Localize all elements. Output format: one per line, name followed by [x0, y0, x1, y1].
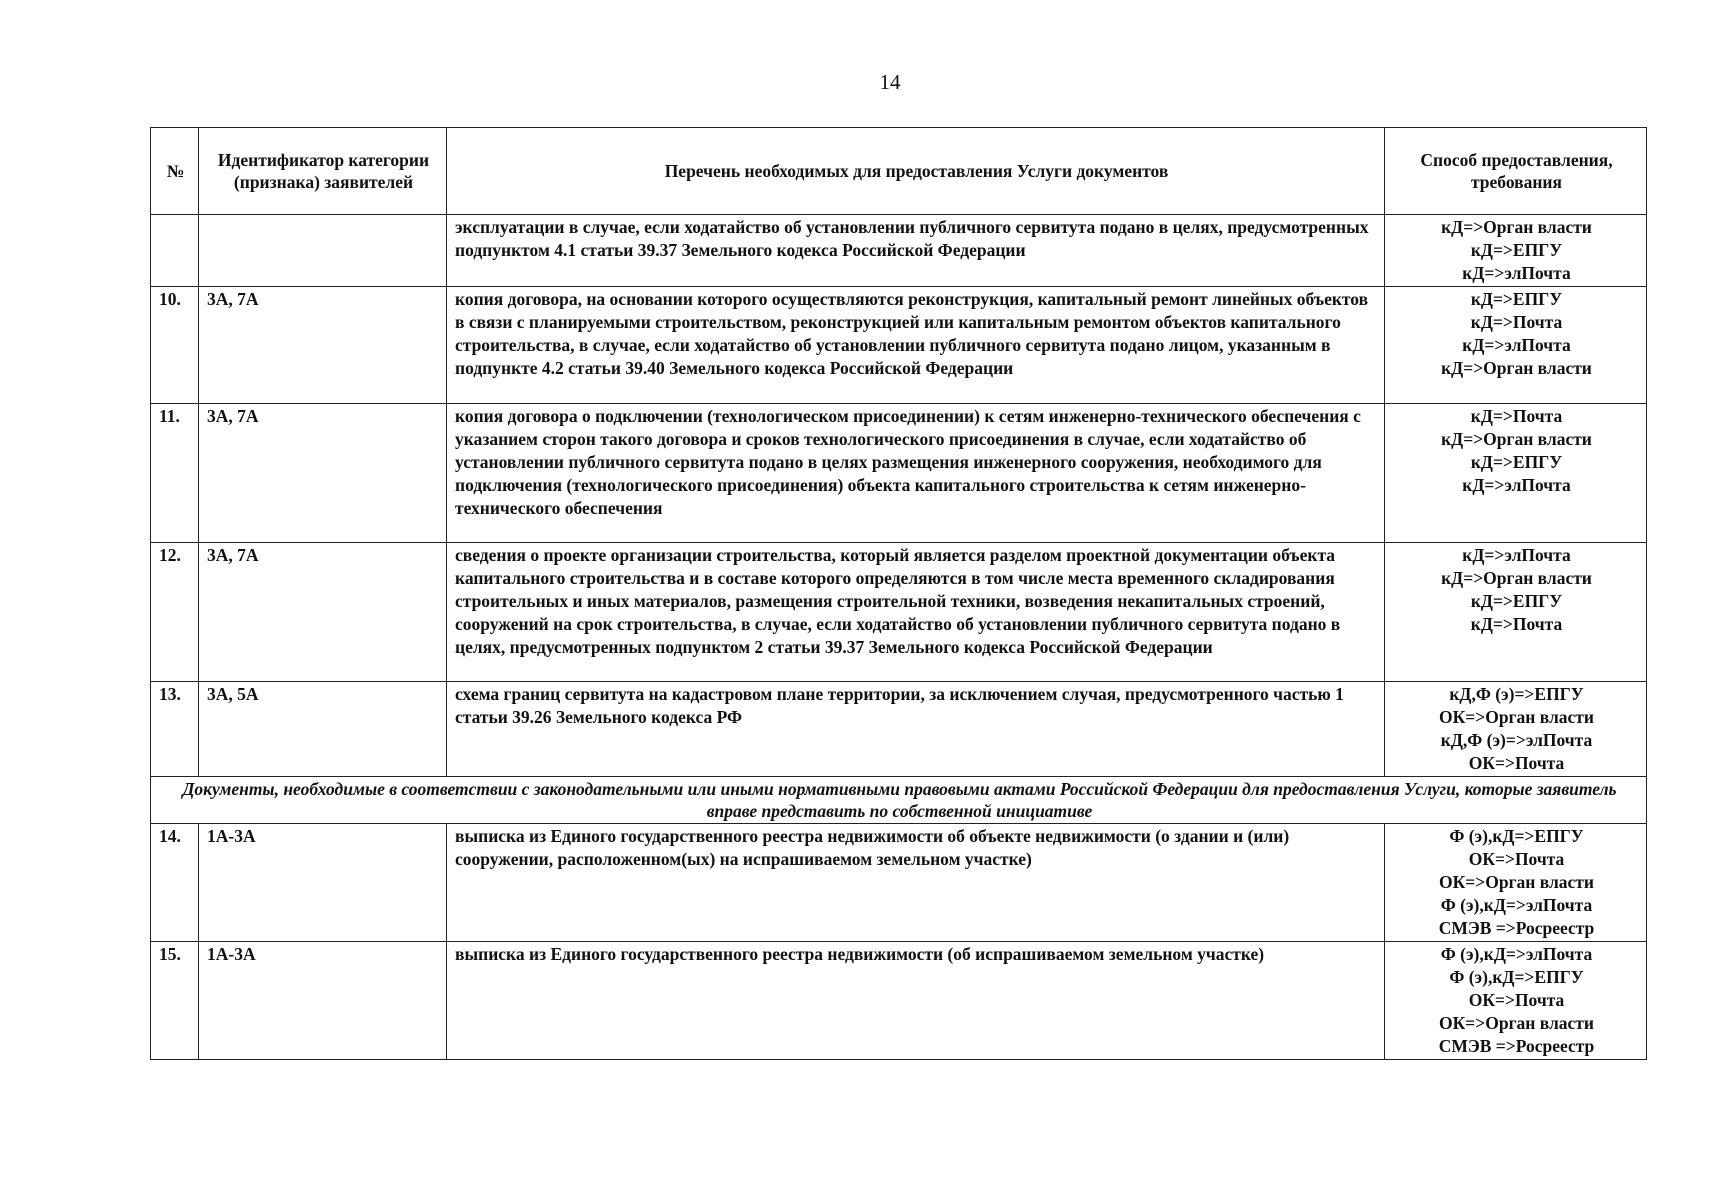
method-line: Ф (э),кД=>элПочта	[1440, 944, 1593, 964]
method-line: кД=>элПочта	[1462, 335, 1571, 355]
row-methods	[1385, 215, 1647, 287]
table-row	[151, 682, 1647, 777]
page-number: 14	[879, 70, 901, 94]
method-line: Ф (э),кД=>элПочта	[1440, 895, 1593, 915]
table-row	[151, 824, 1647, 942]
row-methods	[1385, 942, 1647, 1060]
row-methods	[1385, 287, 1647, 404]
row-document: выписка из Единого государственного реестра недвижимости об объекте недвижимости (о здании и (или) сооружении, расположенном(ых) на испрашиваемом земельном участке)	[447, 824, 1385, 942]
method-line: кД=>Орган власти	[1441, 568, 1592, 588]
method-line: ОК=>Почта	[1468, 990, 1565, 1010]
method-line: кД=>элПочта	[1462, 475, 1571, 495]
section-heading: Документы, необходимые в соответствии с законодательными или иными нормативными правовыми актами Российской Федерации для предоставления Услуги, которые заявитель вправе представить по собственной инициативе	[151, 777, 1647, 824]
row-document: копия договора, на основании которого осуществляются реконструкция, капитальный ремонт линейных объектов в связи с планируемыми строительством, реконструкцией или капитальным ремонтом объектов капитального строительства, в случае, если ходатайство об установлении публичного сервитута подано лицом, указанным в подпункте 4.2 статьи 39.40 Земельного кодекса Российской Федерации	[447, 287, 1385, 404]
method-line: СМЭВ =>Росреестр	[1438, 1036, 1595, 1056]
documents-table	[150, 127, 1647, 1060]
method-line: кД=>ЕПГУ	[1470, 289, 1563, 309]
table-row	[151, 287, 1647, 404]
header-identifier: Идентификатор категории (признака) заявителей	[199, 128, 447, 215]
method-line: кД=>элПочта	[1462, 263, 1571, 283]
row-identifier: 3А, 5А	[199, 682, 447, 777]
method-line: ОК=>Почта	[1468, 849, 1565, 869]
row-identifier	[199, 215, 447, 287]
row-identifier: 1А-3А	[199, 824, 447, 942]
method-line: кД=>Почта	[1470, 614, 1563, 634]
row-num: 11.	[151, 404, 199, 543]
method-line: кД=>Почта	[1470, 312, 1563, 332]
section-heading-row	[151, 777, 1647, 824]
method-line: кД=>ЕПГУ	[1470, 452, 1563, 472]
row-document: выписка из Единого государственного реестра недвижимости (об испрашиваемом земельном участке)	[447, 942, 1385, 1060]
row-document: эксплуатации в случае, если ходатайство об установлении публичного сервитута подано в целях, предусмотренных подпунктом 4.1 статьи 39.37 Земельного кодекса Российской Федерации	[447, 215, 1385, 287]
row-identifier: 3А, 7А	[199, 543, 447, 682]
method-line: кД,Ф (э)=>элПочта	[1440, 730, 1593, 750]
method-line: ОК=>Орган власти	[1439, 1013, 1594, 1033]
method-line: кД=>Почта	[1470, 406, 1563, 426]
row-methods	[1385, 543, 1647, 682]
method-line: кД=>ЕПГУ	[1470, 240, 1563, 260]
method-line: кД=>ЕПГУ	[1470, 591, 1563, 611]
row-methods	[1385, 404, 1647, 543]
row-num	[151, 215, 199, 287]
row-identifier: 3А, 7А	[199, 287, 447, 404]
table-row	[151, 942, 1647, 1060]
row-document: копия договора о подключении (технологическом присоединении) к сетям инженерно-технического обеспечения с указанием сторон такого договора и сроков технологического присоединения в случае, если ходатайство об установлении публичного сервитута подано в целях размещения инженерного сооружения, необходимого для подключения (технологического присоединения) объекта капитального строительства к сетям инженерно-технического обеспечения	[447, 404, 1385, 543]
header-num: №	[151, 128, 199, 215]
method-line: ОК=>Почта	[1468, 753, 1565, 773]
row-num: 15.	[151, 942, 199, 1060]
row-methods	[1385, 824, 1647, 942]
header-documents: Перечень необходимых для предоставления Услуги документов	[447, 128, 1385, 215]
method-line: кД=>Орган власти	[1441, 358, 1592, 378]
method-line: СМЭВ =>Росреестр	[1438, 918, 1595, 938]
method-line: кД=>элПочта	[1462, 545, 1571, 565]
row-identifier: 1А-3А	[199, 942, 447, 1060]
method-line: ОК=>Орган власти	[1439, 707, 1594, 727]
table-row	[151, 404, 1647, 543]
row-num: 12.	[151, 543, 199, 682]
row-num: 10.	[151, 287, 199, 404]
row-methods	[1385, 682, 1647, 777]
row-num: 13.	[151, 682, 199, 777]
method-line: кД=>Орган власти	[1441, 429, 1592, 449]
method-line: ОК=>Орган власти	[1439, 872, 1594, 892]
header-method: Способ предоставления, требования	[1385, 128, 1647, 215]
method-line: кД,Ф (э)=>ЕПГУ	[1449, 684, 1584, 704]
row-document: схема границ сервитута на кадастровом плане территории, за исключением случая, предусмотренного частью 1 статьи 39.26 Земельного кодекса РФ	[447, 682, 1385, 777]
row-document: сведения о проекте организации строительства, который является разделом проектной документации объекта капитального строительства и в составе которого определяются в том числе места временного складирования строительных и иных материалов, размещения строительной техники, возведения некапитальных строений, сооружений на срок строительства, в случае, если ходатайство об установлении публичного сервитута подано в целях, предусмотренных подпунктом 2 статьи 39.37 Земельного кодекса Российской Федерации	[447, 543, 1385, 682]
method-line: Ф (э),кД=>ЕПГУ	[1449, 967, 1584, 987]
row-num: 14.	[151, 824, 199, 942]
row-identifier: 3А, 7А	[199, 404, 447, 543]
table-header-row	[151, 128, 1647, 215]
table-row	[151, 543, 1647, 682]
table-row	[151, 215, 1647, 287]
method-line: кД=>Орган власти	[1441, 217, 1592, 237]
method-line: Ф (э),кД=>ЕПГУ	[1449, 826, 1584, 846]
